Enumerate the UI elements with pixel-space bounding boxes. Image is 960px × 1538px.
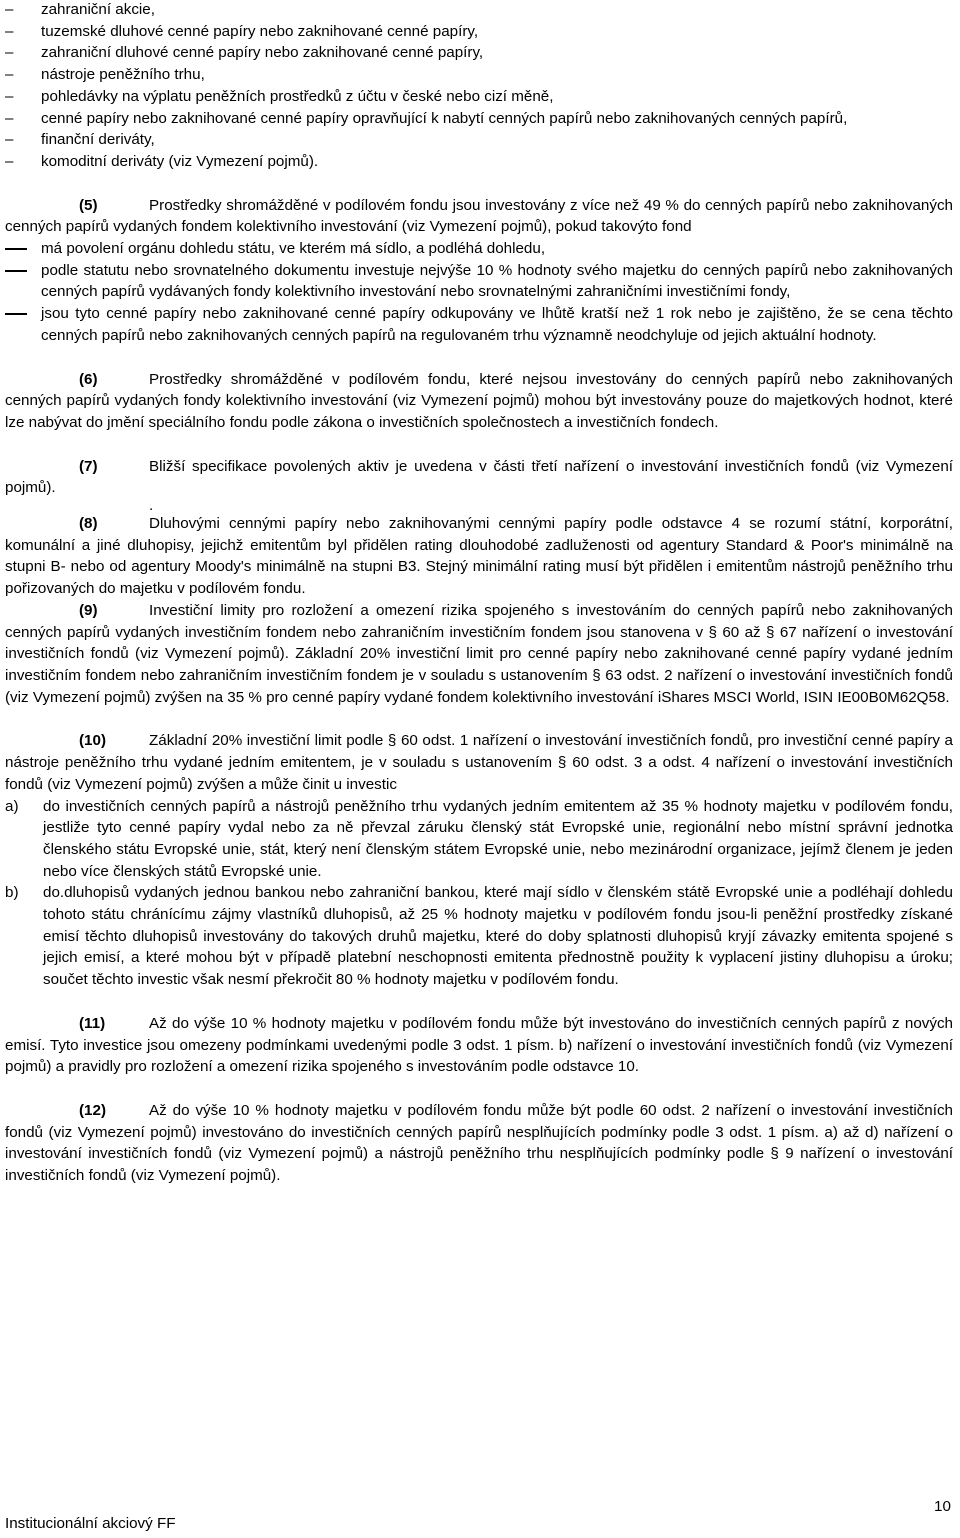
paragraph-text: Základní 20% investiční limit podle § 60 odst. 1 nařízení o investování investičních fondů, pro investiční cenné papíry a nástroje peněžního trhu vydané jedním emitentem, je v souladu s ustanovením § 60 odst. 3 a odst. 4 nařízení o investování investičních fondů (viz Vymezení pojmů) zvýšen a může činit u investic — [5, 732, 953, 793]
list-item: podle statutu nebo srovnatelného dokumentu investuje nejvýše 10 % hodnoty svého majetku do cenných papírů nebo zaknihovaných cenných papírů vydávaných fondy kolektivního investování nebo srovnatelnými zahraničními investičními fondy, — [5, 260, 953, 303]
item-text: do investičních cenných papírů a nástrojů peněžního trhu vydaných jedním emitentem až 35 % hodnoty majetku v podílovém fondu, jestliže tyto cenné papíry vydal nebo za ně převzal záruku členský stát Evropské unie, regionální nebo místní správní jednotka členského státu Evropské unie, stát, který není členským státem Evropské unie, nebo mezinárodní organizace, jejímž členem je jeden nebo více členských států Evropské unie. — [43, 797, 953, 880]
paragraph-12 — [5, 1100, 953, 1187]
paragraph-text: Prostředky shromážděné v podílovém fondu jsou investovány z více než 49 % do cenných papírů nebo zaknihovaných cenných papírů vydaných fondem kolektivního investování (viz Vymezení pojmů), pokud takovýto fond — [5, 196, 953, 236]
paragraph-8 — [5, 513, 953, 600]
stray-dot: . — [149, 497, 154, 515]
asset-list — [5, 0, 953, 173]
paragraph-11 — [5, 1013, 953, 1078]
list-item: – nástroje peněžního trhu, — [5, 64, 953, 86]
paragraph-text: Až do výše 10 % hodnoty majetku v podílovém fondu může být podle 60 odst. 2 nařízení o investování investičních fondů (viz Vymezení pojmů) investováno do investičních cenných papírů nesplňujících podmínky podle 3 odst. 1 písm. a) až d) nařízení o investování investičních fondů (viz Vymezení pojmů) a nástrojů peněžního trhu nesplňujících podmínky podle § 9 nařízení o investování investičních fondů (viz Vymezení pojmů). — [5, 1101, 953, 1185]
list-item: – tuzemské dluhové cenné papíry nebo zaknihované cenné papíry, — [5, 21, 953, 43]
list-item: – zahraniční akcie, — [5, 0, 953, 21]
footer-title: Institucionální akciový FF — [5, 1515, 176, 1532]
paragraph-5 — [5, 195, 953, 238]
paragraph-number: (6) — [79, 370, 98, 388]
paragraph-number: (9) — [79, 601, 98, 619]
paragraph-7 — [5, 456, 953, 499]
item-text: do.dluhopisů vydaných jednou bankou nebo zahraniční bankou, které mají sídlo v členském státě Evropské unie a podléhají dohledu tohoto státu chránícímu zájmy vlastníků dluhopisů, až 25 % hodnoty majetku v podílovém fondu jsou-li peněžní prostředky získané emisí těchto dluhopisů investovány do takových druhů majetku, které do doby splatnosti dluhopisů kryjí závazky emitenta spojené s jejich emisí, a které mohou být v případě platební neschopnosti emitenta přednostně použity k vyplacení jistiny dluhopisu a úroku; součet těchto investic však nesmí překročit 80 % hodnoty majetku v podílovém fondu. — [43, 884, 953, 989]
paragraph-number: (11) — [79, 1014, 106, 1032]
fund-conditions-list — [5, 238, 953, 347]
paragraph-text: Až do výše 10 % hodnoty majetku v podílovém fondu může být investováno do investičních cenných papírů z nových emisí. Tyto investice jsou omezeny podmínkami uvedenými podle 3 odst. 1 písm. b) nařízení o investování investičních fondů (viz Vymezení pojmů) a pravidly pro rozložení a omezení rizika spojeného s investováním podle odstavce 10. — [5, 1014, 953, 1076]
item-marker: a) — [5, 797, 19, 815]
paragraph-number: (7) — [79, 457, 98, 475]
paragraph-6 — [5, 369, 953, 434]
list-item: – komoditní deriváty (viz Vymezení pojmů). — [5, 151, 953, 173]
paragraph-10 — [5, 730, 953, 795]
list-item: jsou tyto cenné papíry nebo zaknihované cenné papíry odkupovány ve lhůtě kratší než 1 rok nebo je zajištěno, že se cena těchto cenných papírů nebo zaknihovaných cenných papírů na regulovaném trhu významně neodchyluje od jejich aktuální hodnoty. — [5, 303, 953, 346]
list-item: – cenné papíry nebo zaknihované cenné papíry opravňující k nabytí cenných papírů nebo zaknihovaných cenných papírů, — [5, 108, 953, 130]
list-item: – pohledávky na výplatu peněžních prostředků z účtu v české nebo cizí měně, — [5, 86, 953, 108]
paragraph-number: (5) — [79, 196, 98, 214]
paragraph-text: Dluhovými cennými papíry nebo zaknihovanými cennými papíry podle odstavce 4 se rozumí státní, korporátní, komunální a jiné dluhopisy, jejichž emitentům byl přidělen rating dlouhodobé zadluženosti od agentury Standard & Poor's minimálně na stupni B- nebo od agentury Moody's minimálně na stupni B3. Stejný minimální rating musí být přidělen i emitentům nástrojů peněžního trhu pořizovaných do majetku v podílovém fondu. — [5, 515, 953, 598]
list-item — [5, 882, 953, 991]
list-item: – finanční deriváty, — [5, 129, 953, 151]
paragraph-number: (12) — [79, 1101, 107, 1119]
paragraph-number: (10) — [79, 732, 107, 750]
paragraph-9 — [5, 600, 953, 709]
paragraph-text: Investiční limity pro rozložení a omezení rizika spojeného s investováním do cenných papírů nebo zaknihovaných cenných papírů vydaných investičním fondem nebo zahraničním investičním fondem jsou stanovena v § 60 až § 67 nařízení o investování investičních fondů (viz Vymezení pojmů). Základní 20% investiční limit pro cenné papíry nebo zaknihované cenné papíry vydané jedním investičním fondem nebo zahraničním investičním fondem je v souladu s ustanovením § 63 odst. 2 nařízení o investování investičních fondů (viz Vymezení pojmů) zvýšen na 35 % pro cenné papíry vydané fondem kolektivního investování iShares MSCI World, ISIN IE00B0M62Q58. — [5, 601, 953, 706]
item-marker: b) — [5, 884, 19, 902]
list-item: – zahraniční dluhové cenné papíry nebo zaknihované cenné papíry, — [5, 42, 953, 64]
limit-items-list — [5, 796, 953, 991]
list-item: má povolení orgánu dohledu státu, ve kterém má sídlo, a podléhá dohledu, — [5, 238, 953, 260]
paragraph-text: Prostředky shromážděné v podílovém fondu, které nejsou investovány do cenných papírů nebo zaknihovaných cenných papírů vydaných fondy kolektivního investování (viz Vymezení pojmů) mohou být investovány pouze do majetkových hodnot, které lze nabývat do jmění speciálního fondu podle zákona o investičních společnostech a investičních fondech. — [5, 370, 953, 431]
paragraph-number: (8) — [79, 515, 98, 533]
list-item — [5, 796, 953, 883]
paragraph-text: Bližší specifikace povolených aktiv je uvedena v části třetí nařízení o investování investičních fondů (viz Vymezení pojmů). — [5, 457, 953, 497]
document-body — [5, 0, 953, 1187]
page-number: 10 — [934, 1498, 951, 1515]
